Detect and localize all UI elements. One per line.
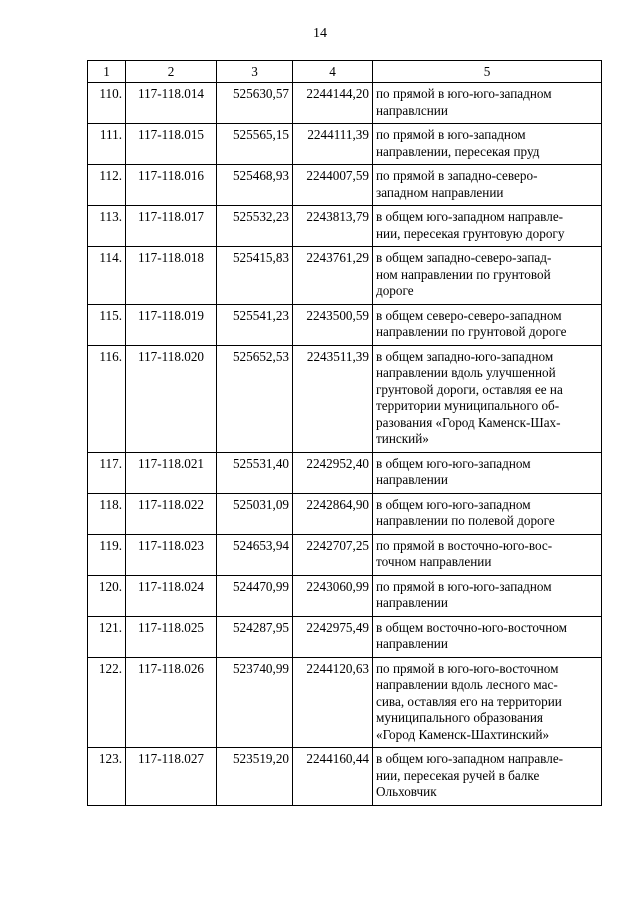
row-number: 118. bbox=[88, 493, 126, 534]
description-line: в общем юго-юго-западном bbox=[376, 496, 531, 512]
coordinate-y: 2242707,25 bbox=[293, 534, 373, 575]
table-row bbox=[88, 304, 602, 345]
table-row bbox=[88, 493, 602, 534]
coordinate-x: 525565,15 bbox=[217, 124, 293, 165]
header-col-2: 2 bbox=[126, 61, 217, 83]
boundary-description bbox=[373, 247, 602, 305]
row-number: 114. bbox=[88, 247, 126, 305]
description-line: тинский» bbox=[376, 431, 429, 446]
description-line: точном направлении bbox=[376, 554, 492, 569]
coordinate-y: 2244111,39 bbox=[293, 124, 373, 165]
coordinate-y: 2244160,44 bbox=[293, 748, 373, 806]
coordinate-y: 2242952,40 bbox=[293, 452, 373, 493]
coordinate-y: 2243813,79 bbox=[293, 206, 373, 247]
description-line: по прямой в юго-юго-западном bbox=[376, 86, 552, 101]
row-number: 120. bbox=[88, 575, 126, 616]
description-line: в общем юго-западном направле- bbox=[376, 751, 564, 766]
coordinate-x: 525468,93 bbox=[217, 165, 293, 206]
table-row bbox=[88, 345, 602, 452]
coordinate-x: 525031,09 bbox=[217, 493, 293, 534]
row-number: 117. bbox=[88, 452, 126, 493]
description-line: направлении, пересекая пруд bbox=[376, 143, 540, 159]
boundary-description bbox=[373, 83, 602, 124]
coordinate-y: 2244120,63 bbox=[293, 657, 373, 748]
segment-id: 117-118.026 bbox=[126, 657, 217, 748]
boundary-description bbox=[373, 452, 602, 493]
row-number: 110. bbox=[88, 83, 126, 124]
description-line: по прямой в юго-юго-западном bbox=[376, 578, 552, 594]
row-number: 113. bbox=[88, 206, 126, 247]
coordinate-y: 2243060,99 bbox=[293, 575, 373, 616]
coordinate-y: 2242864,90 bbox=[293, 493, 373, 534]
boundary-description bbox=[373, 657, 602, 748]
boundary-points-table bbox=[87, 60, 602, 806]
row-number: 122. bbox=[88, 657, 126, 748]
coordinate-y: 2244007,59 bbox=[293, 165, 373, 206]
boundary-description bbox=[373, 345, 602, 452]
coordinate-x: 524653,94 bbox=[217, 534, 293, 575]
description-line: направлении вдоль лесного мас- bbox=[376, 677, 558, 692]
description-line: направлении вдоль улучшенной bbox=[376, 365, 556, 380]
boundary-description bbox=[373, 304, 602, 345]
coordinate-y: 2243511,39 bbox=[293, 345, 373, 452]
row-number: 112. bbox=[88, 165, 126, 206]
header-col-3: 3 bbox=[217, 61, 293, 83]
boundary-description bbox=[373, 493, 602, 534]
description-line: в общем восточно-юго-восточном bbox=[376, 619, 567, 635]
description-line: грунтовой дороги, оставляя ее на bbox=[376, 381, 563, 397]
header-col-1: 1 bbox=[88, 61, 126, 83]
description-line: в общем юго-юго-западном bbox=[376, 455, 531, 471]
row-number: 115. bbox=[88, 304, 126, 345]
description-line: западном направлении bbox=[376, 184, 504, 200]
boundary-description bbox=[373, 575, 602, 616]
table-row bbox=[88, 616, 602, 657]
description-line: направлении по грунтовой дороге bbox=[376, 324, 567, 339]
description-line: направлении bbox=[376, 595, 448, 610]
boundary-description bbox=[373, 206, 602, 247]
coordinate-x: 525532,23 bbox=[217, 206, 293, 247]
coordinate-x: 524470,99 bbox=[217, 575, 293, 616]
description-line: нии, пересекая ручей в балке bbox=[376, 767, 540, 783]
description-line: направлении bbox=[376, 472, 448, 487]
coordinate-x: 525531,40 bbox=[217, 452, 293, 493]
segment-id: 117-118.018 bbox=[126, 247, 217, 305]
table-header bbox=[88, 61, 602, 83]
description-line: направлснии bbox=[376, 102, 448, 118]
description-line: по прямой в восточно-юго-вос- bbox=[376, 537, 553, 553]
coordinate-y: 2243500,59 bbox=[293, 304, 373, 345]
description-line: в общем западно-северо-запад- bbox=[376, 250, 552, 265]
table-row bbox=[88, 206, 602, 247]
coordinate-x: 525630,57 bbox=[217, 83, 293, 124]
coordinate-x: 525415,83 bbox=[217, 247, 293, 305]
row-number: 121. bbox=[88, 616, 126, 657]
table-row bbox=[88, 575, 602, 616]
coordinate-y: 2242975,49 bbox=[293, 616, 373, 657]
coordinate-x: 525541,23 bbox=[217, 304, 293, 345]
segment-id: 117-118.017 bbox=[126, 206, 217, 247]
coordinate-y: 2244144,20 bbox=[293, 83, 373, 124]
description-line: территории муниципального об- bbox=[376, 398, 560, 413]
description-line: муниципального образования bbox=[376, 710, 543, 725]
coordinate-x: 523519,20 bbox=[217, 748, 293, 806]
boundary-description bbox=[373, 748, 602, 806]
table-row bbox=[88, 657, 602, 748]
table-row bbox=[88, 452, 602, 493]
header-row bbox=[88, 61, 602, 83]
table-body bbox=[88, 83, 602, 806]
description-line: по прямой в юго-западном bbox=[376, 127, 526, 142]
segment-id: 117-118.021 bbox=[126, 452, 217, 493]
row-number: 116. bbox=[88, 345, 126, 452]
description-line: в общем юго-западном направле- bbox=[376, 209, 564, 224]
description-line: дороге bbox=[376, 283, 414, 298]
boundary-description bbox=[373, 165, 602, 206]
coordinate-x: 523740,99 bbox=[217, 657, 293, 748]
description-line: ном направлении по грунтовой bbox=[376, 266, 551, 282]
segment-id: 117-118.027 bbox=[126, 748, 217, 806]
description-line: нии, пересекая грунтовую дорогу bbox=[376, 225, 565, 241]
row-number: 111. bbox=[88, 124, 126, 165]
boundary-description bbox=[373, 534, 602, 575]
coordinate-x: 525652,53 bbox=[217, 345, 293, 452]
boundary-description bbox=[373, 616, 602, 657]
table-row bbox=[88, 165, 602, 206]
segment-id: 117-118.019 bbox=[126, 304, 217, 345]
table-row bbox=[88, 534, 602, 575]
table-row bbox=[88, 124, 602, 165]
boundary-description bbox=[373, 124, 602, 165]
segment-id: 117-118.014 bbox=[126, 83, 217, 124]
description-line: «Город Каменск-Шахтинский» bbox=[376, 726, 550, 742]
description-line: направлении по полевой дороге bbox=[376, 513, 555, 528]
description-line: Ольховчик bbox=[376, 784, 437, 799]
row-number: 119. bbox=[88, 534, 126, 575]
header-col-4: 4 bbox=[293, 61, 373, 83]
coordinate-y: 2243761,29 bbox=[293, 247, 373, 305]
segment-id: 117-118.023 bbox=[126, 534, 217, 575]
description-line: в общем западно-юго-западном bbox=[376, 348, 554, 364]
table-row bbox=[88, 247, 602, 305]
coordinate-x: 524287,95 bbox=[217, 616, 293, 657]
description-line: сива, оставляя его на территории bbox=[376, 693, 562, 709]
table-row bbox=[88, 748, 602, 806]
table-row bbox=[88, 83, 602, 124]
page-number: 14 bbox=[313, 26, 327, 41]
description-line: по прямой в западно-северо- bbox=[376, 168, 538, 183]
row-number: 123. bbox=[88, 748, 126, 806]
header-col-5: 5 bbox=[373, 61, 602, 83]
segment-id: 117-118.016 bbox=[126, 165, 217, 206]
segment-id: 117-118.024 bbox=[126, 575, 217, 616]
description-line: по прямой в юго-юго-восточном bbox=[376, 660, 559, 676]
description-line: в общем северо-северо-западном bbox=[376, 307, 562, 323]
description-line: направлении bbox=[376, 636, 448, 651]
segment-id: 117-118.015 bbox=[126, 124, 217, 165]
segment-id: 117-118.020 bbox=[126, 345, 217, 452]
description-line: разования «Город Каменск-Шах- bbox=[376, 414, 561, 430]
segment-id: 117-118.022 bbox=[126, 493, 217, 534]
segment-id: 117-118.025 bbox=[126, 616, 217, 657]
